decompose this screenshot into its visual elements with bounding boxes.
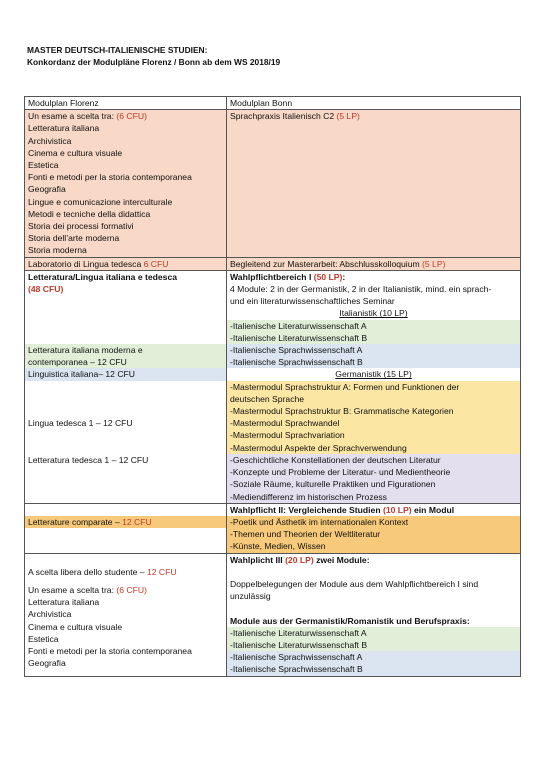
document-title: MASTER DEUTSCH-ITALIENISCHE STUDIEN:	[27, 45, 208, 55]
subsection-title: Italianistik (10 LP)	[339, 308, 408, 319]
list-item: Archivistica	[28, 135, 72, 146]
section-title: Wahlpflichtbereich I (50 LP):	[230, 271, 346, 282]
list-item: -Mastermodul Sprachstruktur A: Formen und Funktionen der	[227, 381, 520, 393]
cell-florenz-comparate: Letterature comparate – 12 CFU	[25, 503, 227, 553]
lp-value: (50 LP)	[313, 271, 343, 282]
cfu-value: (6 CFU)	[116, 111, 147, 122]
cell-bonn-wahlpflicht-1	[227, 270, 521, 503]
list-item: Lingue e comunicazione interculturale	[28, 196, 173, 207]
cell-florenz-esame: Un esame a scelta tra: (6 CFU) Letteratura italiana Archivistica Cinema e cultura visuale Estetica Fonti e metodi per la storia contemporanea Geografia Lingue e comunicazione interculturale Metodi e tecniche della didattica Storia dei processi formativi Storia dell’arte moderna Storia moderna	[25, 110, 227, 257]
header-cell-bonn: Modulplan Bonn	[227, 97, 521, 110]
lp-value: (20 LP)	[285, 554, 314, 565]
table-row	[25, 503, 521, 553]
section-title: Wahlpflicht II: Vergleichende Studien (10 LP) ein Modul	[230, 504, 455, 515]
list-item: Letteratura italiana moderna e	[25, 344, 226, 356]
cfu-value: 6 CFU	[143, 258, 169, 269]
list-item: Linguistica italiana– 12 CFU	[25, 368, 226, 380]
list-item: Cinema e cultura visuale	[28, 621, 123, 632]
lp-value: (5 LP)	[336, 111, 360, 122]
list-item: Estetica	[28, 633, 59, 644]
cfu-value: 12 CFU	[146, 566, 177, 577]
cell-bonn-kolloquium: Begleitend zur Masterarbeit: Abschlusskolloquium (5 LP)	[227, 257, 521, 270]
list-item: Fonti e metodi per la storia contemporanea	[28, 645, 192, 656]
list-item: -Italienische Sprachwissenschaft B	[227, 663, 520, 675]
note-text: unzulässig	[230, 591, 271, 602]
cell-bonn-sprachpraxis: Sprachpraxis Italienisch C2 (5 LP)	[227, 110, 521, 257]
cell-florenz-scelta-libera: A scelta libera dello studente – 12 CFU Un esame a scelta tra: (6 CFU) Letteratura italiana Archivistica Cinema e cultura visuale Estetica Fonti e metodi per la storia contemporanea Geografia	[25, 553, 227, 676]
lp-value: (5 LP)	[422, 258, 446, 269]
list-item: Fonti e metodi per la storia contemporanea	[28, 172, 192, 183]
concordance-table	[24, 96, 521, 677]
cfu-value: (48 CFU)	[28, 284, 64, 295]
table-row	[25, 257, 521, 270]
list-item: -Künste, Medien, Wissen	[227, 540, 520, 552]
list-item: Estetica	[28, 160, 59, 171]
subsection-title: Germanistik (15 LP)	[335, 369, 412, 380]
cell-bonn-wahlpflicht-3	[227, 553, 521, 676]
list-item: Storia dei processi formativi	[28, 221, 134, 232]
list-item: -Geschichtliche Konstellationen der deutschen Literatur	[227, 454, 520, 466]
list-item: Storia dell’arte moderna	[28, 233, 120, 244]
subsection-title: Module aus der Germanistik/Romanistik und Berufspraxis:	[230, 615, 470, 626]
list-item: Metodi e tecniche della didattica	[28, 208, 151, 219]
cfu-value: 12 CFU	[122, 516, 152, 527]
header-cell-florenz: Modulplan Florenz	[25, 97, 227, 110]
list-item: -Mastermodul Sprachvariation	[227, 429, 520, 441]
list-item: deutschen Sprache	[227, 393, 520, 405]
list-item: Cinema e cultura visuale	[28, 147, 123, 158]
list-item: contemporanea – 12 CFU	[25, 356, 226, 368]
list-item: -Italienische Literaturwissenschaft A	[227, 320, 520, 332]
list-item: -Soziale Räume, kulturelle Praktiken und Figurationen	[227, 478, 520, 490]
list-item: -Italienische Literaturwissenschaft A	[227, 627, 520, 639]
cell-bonn-wahlpflicht-2	[227, 503, 521, 553]
list-item: Archivistica	[28, 609, 72, 620]
list-item: -Italienische Literaturwissenschaft B	[227, 332, 520, 344]
section-title: Wahlplicht III (20 LP) zwei Module:	[230, 554, 370, 565]
list-item: -Mastermodul Sprachstruktur B: Grammatische Kategorien	[227, 405, 520, 417]
cfu-value: (6 CFU)	[116, 584, 147, 595]
list-item: -Konzepte und Probleme der Literatur- und Medientheorie	[227, 466, 520, 478]
list-item: Letteratura tedesca 1 – 12 CFU	[28, 454, 149, 465]
list-item: Letteratura italiana	[28, 123, 100, 134]
section-description: 4 Module: 2 in der Germanistik, 2 in der Italianistik, mind. ein sprach-	[230, 284, 492, 295]
section-title: Letteratura/Lingua italiana e tedesca	[28, 271, 178, 282]
cell-florenz-laboratorio: Laboratorio di Lingua tedesca 6 CFU	[25, 257, 227, 270]
document-header	[27, 44, 280, 68]
list-item: -Mastermodul Sprachwandel	[227, 417, 520, 429]
list-item: Geografia	[28, 658, 66, 669]
list-item: -Mediendifferenz im historischen Prozess	[227, 491, 520, 503]
list-item: Lingua tedesca 1 – 12 CFU	[28, 418, 133, 429]
list-item: -Italienische Sprachwissenschaft A	[227, 651, 520, 663]
list-item: Letteratura italiana	[28, 597, 100, 608]
list-item: Geografia	[28, 184, 66, 195]
list-item: -Italienische Sprachwissenschaft B	[227, 356, 520, 368]
section-description: und ein literaturwissenschaftliches Seminar	[230, 296, 395, 307]
cell-florenz-letteratura-lingua	[25, 270, 227, 503]
table-row	[25, 553, 521, 676]
lp-value: (10 LP)	[382, 504, 412, 515]
list-item: -Italienische Sprachwissenschaft A	[227, 344, 520, 356]
list-item: Storia moderna	[28, 245, 87, 256]
note-text: Doppelbelegungen der Module aus dem Wahlpflichtbereich I sind	[230, 578, 479, 589]
list-item: -Mastermodul Aspekte der Sprachverwendung	[227, 442, 520, 454]
table-row	[25, 270, 521, 503]
list-item: -Poetik und Ästhetik im internationalen Kontext	[227, 516, 520, 528]
table-row	[25, 110, 521, 257]
table-header-row	[25, 97, 521, 110]
document-subtitle: Konkordanz der Modulpläne Florenz / Bonn ab dem WS 2018/19	[27, 57, 281, 67]
list-item: -Italienische Literaturwissenschaft B	[227, 639, 520, 651]
list-item: -Themen und Theorien der Weltliteratur	[227, 528, 520, 540]
